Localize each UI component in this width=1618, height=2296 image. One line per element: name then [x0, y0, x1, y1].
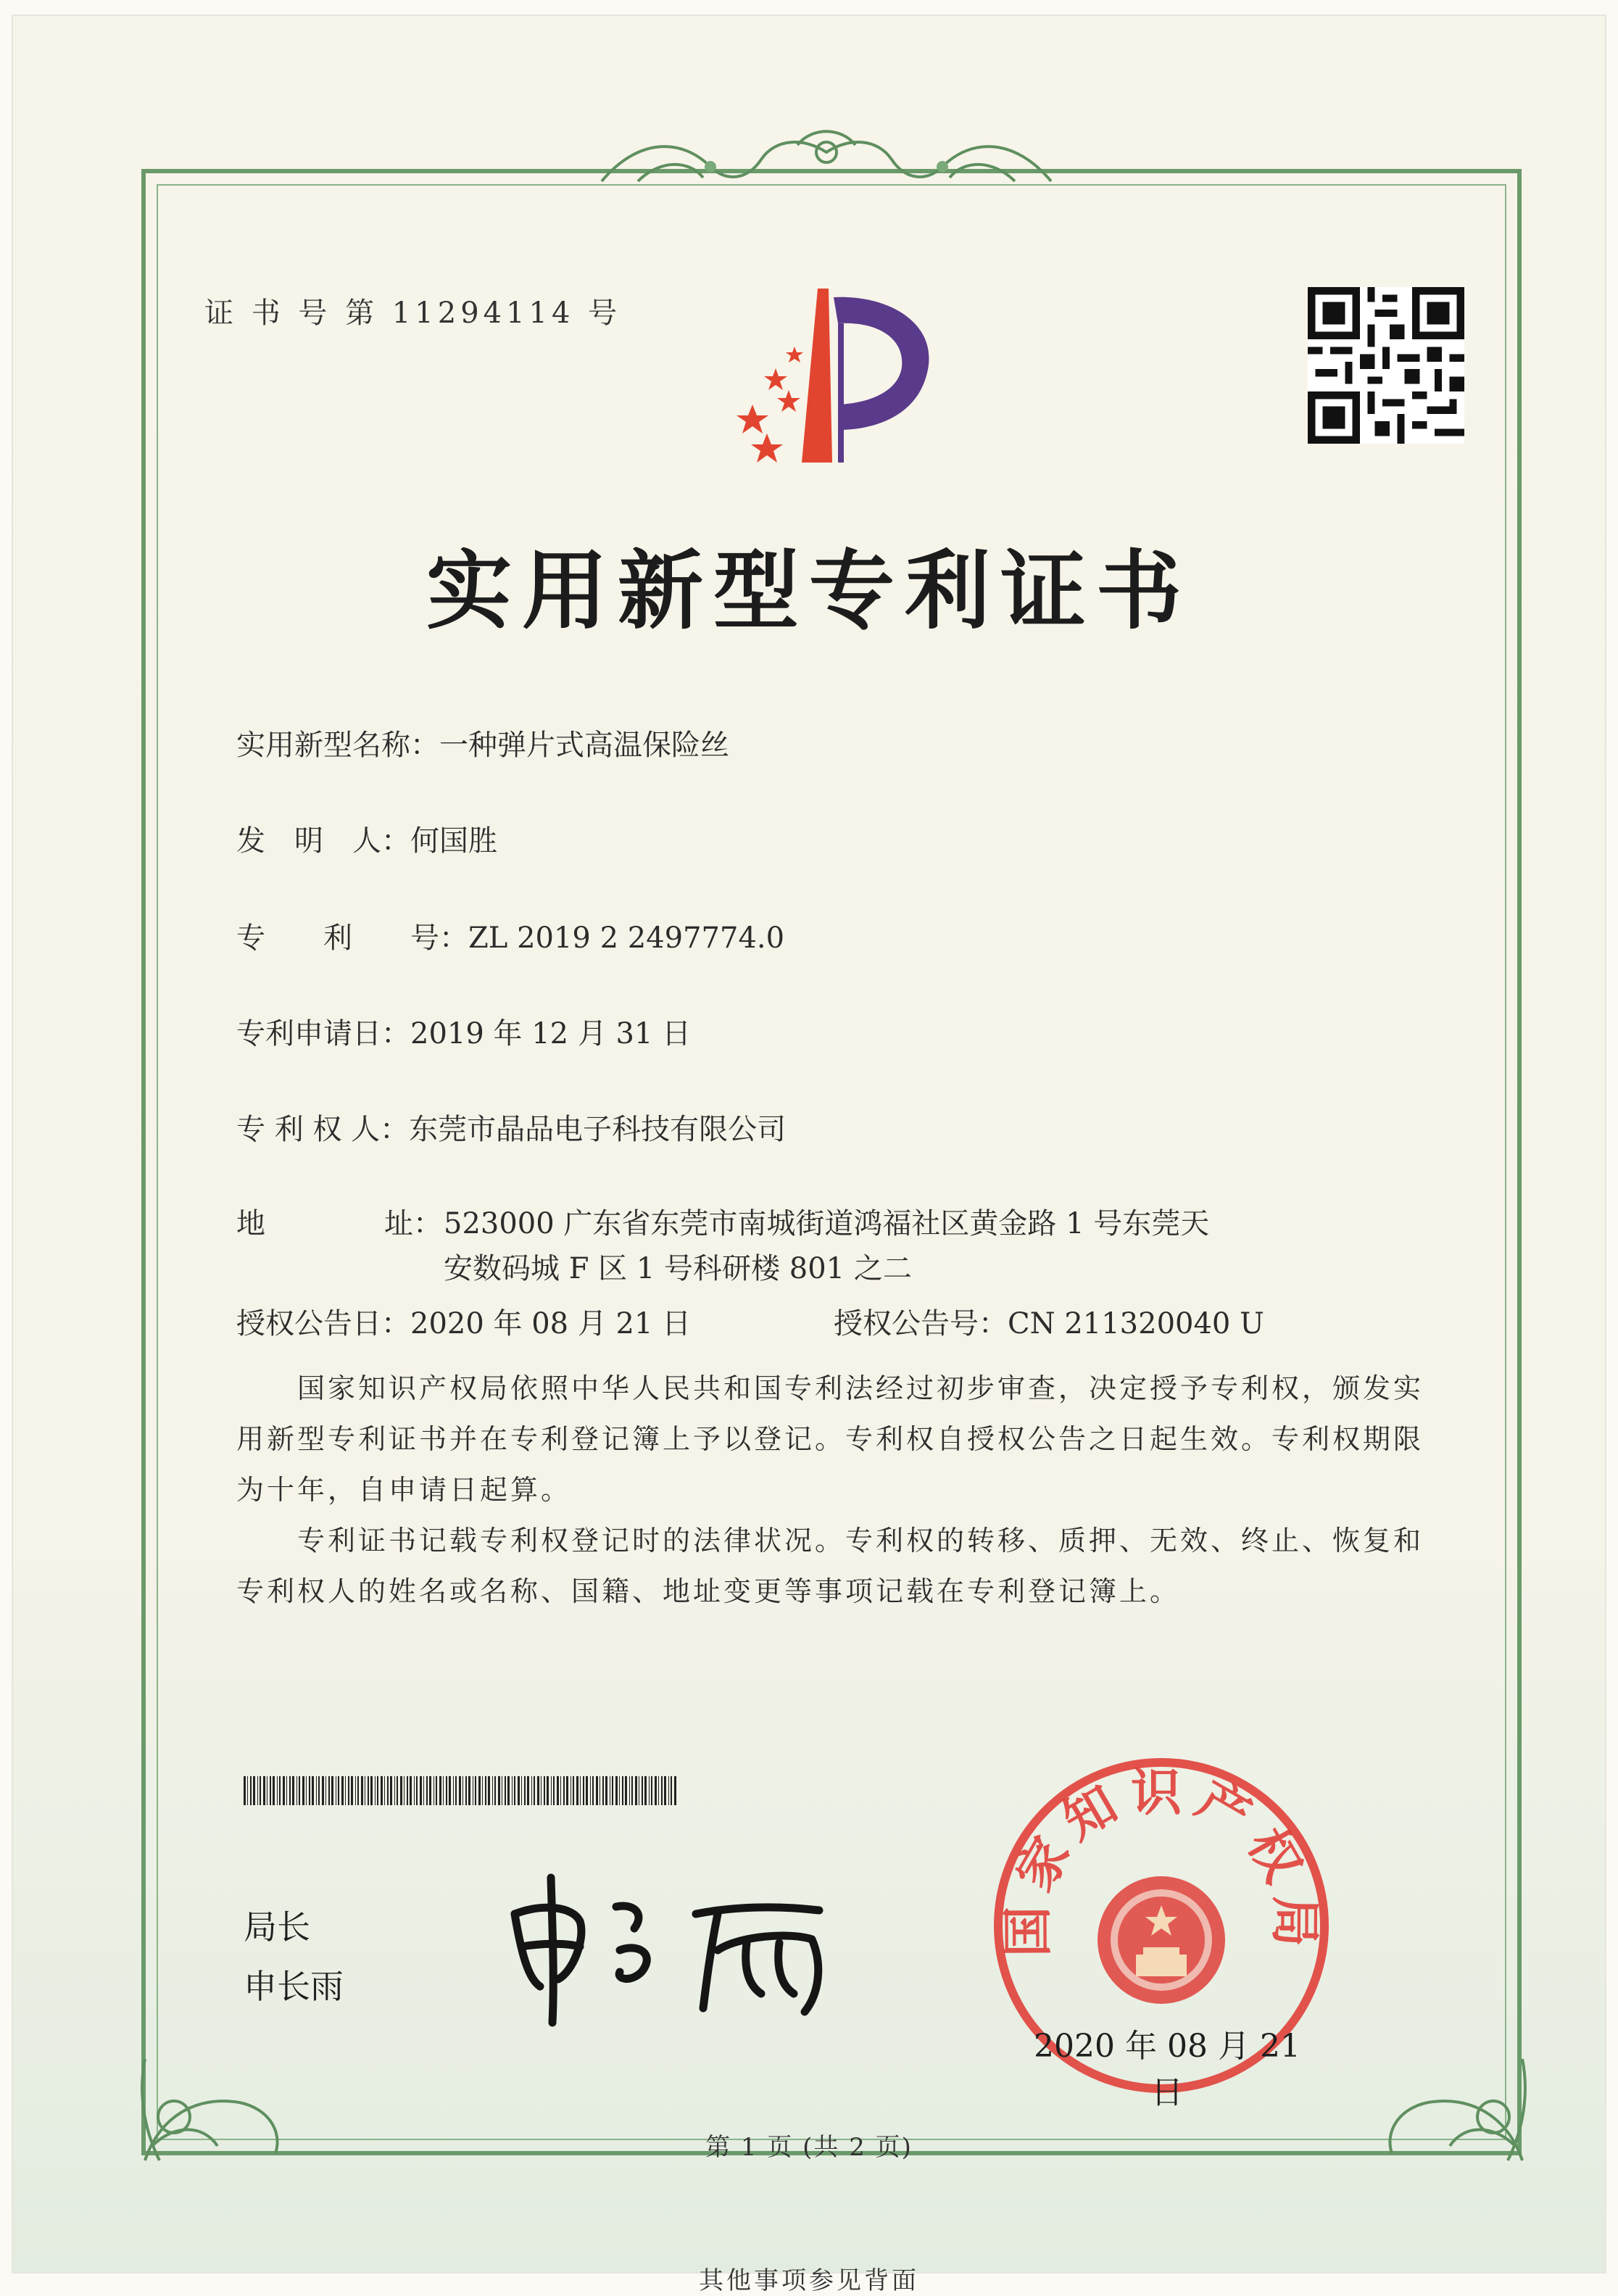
address-line-1: 523000 广东省东莞市南城街道鸿福社区黄金路 1 号东莞天: [444, 1207, 1210, 1240]
grant-no-value: CN 211320040 U: [1008, 1307, 1264, 1340]
utility-model-name-row: [236, 722, 729, 763]
address-label-2: 址：: [384, 1207, 442, 1240]
director-name: 申长雨: [244, 1967, 344, 2006]
grant-date-label: 授权公告日：: [236, 1307, 410, 1340]
grant-date-value: 2020 年 08 月 21 日: [410, 1307, 692, 1340]
legal-paragraphs: [236, 1363, 1440, 1617]
page-number: 第 1 页 (共 2 页): [705, 2133, 913, 2162]
patent-no-label: 专 利 号：: [236, 921, 468, 955]
paragraph-2: 专利证书记载专利权登记时的法律状况。专利权的转移、质押、无效、终止、恢复和专利权人的姓名或名称、国籍、地址变更等事项记载在专利登记簿上。: [236, 1525, 1424, 1607]
patentee-row: [236, 1106, 786, 1148]
top-ornament: [594, 123, 1058, 203]
application-date-row: [236, 1011, 691, 1052]
patent-office-emblem-icon: [709, 281, 955, 470]
address-label-1: 地: [236, 1207, 265, 1240]
application-date-value: 2019 年 12 月 31 日: [410, 1017, 692, 1050]
director-title: 局长: [244, 1907, 310, 1947]
address-line-2: 安数码城 F 区 1 号科研楼 801 之二: [444, 1252, 912, 1285]
certificate-number: 证 书 号 第 11294114 号: [204, 297, 622, 330]
seal-text: 国家知识产权局: [997, 1762, 1325, 1957]
patent-no-row: [236, 915, 784, 956]
inventor-label: 发 明 人：: [236, 824, 410, 858]
grant-no-row: [834, 1301, 1264, 1342]
patent-no-value: ZL 2019 2 2497774.0: [468, 921, 785, 955]
certificate-title: 实用新型专利证书: [426, 541, 1192, 641]
qr-code-icon[interactable]: [1308, 287, 1464, 444]
paragraph-1: 国家知识产权局依照中华人民共和国专利法经过初步审查，决定授予专利权，颁发实用新型专利证书并在专利登记簿上予以登记。专利权自授权公告之日起生效。专利权期限为十年，自申请日起算。: [236, 1372, 1424, 1506]
inventor-row: [236, 818, 497, 859]
utility-model-name-label: 实用新型名称：: [236, 729, 439, 762]
grant-no-label: 授权公告号：: [834, 1307, 1008, 1340]
inventor-value: 何国胜: [410, 824, 497, 858]
utility-model-name-value: 一种弹片式高温保险丝: [439, 729, 729, 762]
seal-date: 2020 年 08 月 21 日: [1034, 2028, 1300, 2111]
patentee-value: 东莞市晶品电子科技有限公司: [409, 1113, 787, 1146]
barcode-icon: [244, 1776, 679, 1805]
footer-note: 其他事项参见背面: [699, 2266, 919, 2295]
director-signature: [500, 1870, 863, 2030]
patentee-label: 专 利 权 人：: [236, 1113, 410, 1146]
grant-date-row: [236, 1301, 691, 1342]
application-date-label: 专利申请日：: [236, 1017, 410, 1050]
